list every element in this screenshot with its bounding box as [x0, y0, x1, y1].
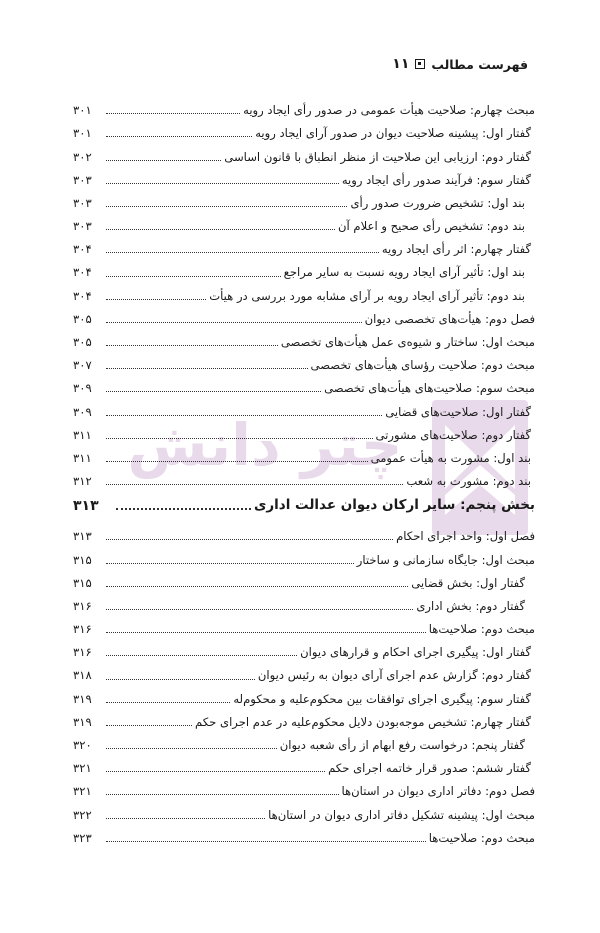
toc-entry-title: گفتار دوم: ارزیابی این صلاحیت از منظر انطباق با قانون اساسی — [224, 149, 531, 164]
toc-entry — [73, 282, 535, 305]
toc-entry-title: بند اول: تشخیص ضرورت صدور رأی — [350, 195, 525, 210]
toc-entry-page: ۳۰۳ — [73, 195, 92, 210]
toc-entry-title: بند دوم: مشورت به شعب — [406, 474, 531, 489]
toc-entry-title: مبحث دوم: صلاحیت‌ها — [428, 622, 535, 637]
dot-leader — [106, 702, 230, 703]
toc-entry — [73, 258, 535, 281]
toc-entry — [73, 305, 535, 328]
toc-entry — [73, 421, 535, 444]
toc-entry-title: گفتار ششم: صدور قرار خاتمه اجرای حکم — [328, 761, 531, 776]
toc-entry-page: ۳۱۱ — [73, 450, 92, 465]
toc-entry-title: بخش پنجم: سایر ارکان دیوان عدالت اداری — [254, 496, 535, 513]
dot-leader — [106, 539, 393, 540]
toc-entry — [73, 351, 535, 374]
toc-entry-page: ۳۱۹ — [73, 714, 92, 729]
toc-entry — [73, 522, 535, 545]
toc-entry-page: ۳۰۳ — [73, 219, 92, 234]
toc-entry-title: گفتار اول: پیگیری اجرای احکام و قرارهای دیوان — [300, 645, 531, 660]
toc-entry-page: ۳۲۱ — [73, 784, 92, 799]
toc-entry — [73, 397, 535, 420]
dot-leader — [106, 655, 297, 656]
toc-entry — [73, 212, 535, 235]
toc-entry — [73, 189, 535, 212]
toc-entry-page: ۳۱۶ — [73, 622, 92, 637]
toc-entry-title: گفتار اول: پیشینه صلاحیت دیوان در صدور آرای ایجاد رویه — [255, 126, 531, 141]
toc-entry-page: ۳۰۴ — [73, 242, 92, 257]
dot-leader — [106, 748, 277, 749]
dot-leader — [106, 794, 339, 795]
dot-leader — [116, 508, 251, 510]
toc-entry-title: گفتار اول: بخش قضایی — [411, 575, 525, 590]
toc-entry-title: گفتار دوم: صلاحیت‌های مشورتی — [375, 427, 531, 442]
toc-entry-title: مبحث چهارم: صلاحیت هیأت عمومی در صدور رأی ایجاد رویه — [243, 103, 535, 118]
dot-leader — [106, 229, 335, 230]
toc-entry-title: مبحث اول: جایگاه سازمانی و ساختار — [356, 552, 535, 567]
toc-entry — [73, 731, 535, 754]
toc-entry-title: گفتار اول: صلاحیت‌های قضایی — [385, 404, 531, 419]
toc-entry — [73, 328, 535, 351]
toc-entry — [73, 467, 535, 490]
toc-entry-title: فصل دوم: دفاتر اداری دیوان در استان‌ها — [341, 784, 535, 799]
dot-leader — [106, 679, 255, 680]
dot-leader — [106, 771, 325, 772]
dot-leader — [106, 415, 382, 416]
dot-leader — [106, 136, 252, 137]
dot-leader — [106, 276, 281, 277]
toc-entry-page: ۳۰۱ — [73, 126, 92, 141]
toc-entry-title: گفتار سوم: فرآیند صدور رأی ایجاد رویه — [341, 172, 531, 187]
toc-entry-page: ۳۲۰ — [73, 738, 92, 752]
toc-entry-title: گفتار چهارم: اثر رأی ایجاد رویه — [381, 242, 531, 257]
dot-leader — [106, 563, 354, 564]
dot-leader — [106, 206, 347, 207]
toc-entry-title: گفتار دوم: گزارش عدم اجرای آرای دیوان به رئیس دیوان — [257, 668, 531, 683]
toc-entry — [73, 374, 535, 397]
toc-entry-page: ۳۰۵ — [73, 311, 92, 326]
toc-entry-page: ۳۲۱ — [73, 761, 92, 776]
dot-leader — [106, 438, 373, 439]
toc-entry — [73, 800, 535, 823]
toc-entry — [73, 119, 535, 142]
dot-leader — [106, 461, 368, 462]
toc-entry-page: ۳۱۳ — [73, 497, 99, 514]
toc-entry-title: بند دوم: تشخیص رأی صحیح و اعلام آن — [338, 219, 525, 234]
dot-leader — [106, 818, 265, 819]
toc-entry-page: ۳۱۱ — [73, 427, 92, 442]
toc-entry — [73, 661, 535, 684]
toc-entry-title: گفتار پنجم: درخواست رفع ابهام از رأی شعبه دیوان — [279, 738, 525, 752]
dot-leader — [106, 632, 426, 633]
toc-entry-title: گفتار سوم: پیگیری اجرای توافقات بین محکوم‌علیه و محکوم‌له — [233, 691, 531, 706]
toc-entry-page: ۳۰۳ — [73, 172, 92, 187]
toc-entry — [73, 545, 535, 568]
toc-entry-title: مبحث اول: ساختار و شیوه‌ی عمل هیأت‌های تخصصی — [280, 335, 535, 349]
toc-entry-title: گفتار چهارم: تشخیص موجه‌بودن دلایل محکوم‌علیه در عدم اجرای حکم — [195, 714, 531, 729]
toc-entry-page: ۳۱۶ — [73, 645, 92, 660]
toc-entry-page: ۳۱۵ — [73, 575, 92, 590]
dot-leader — [106, 322, 362, 323]
page-header — [392, 56, 528, 72]
toc-entry-page: ۳۲۲ — [73, 807, 92, 822]
toc-entry-page: ۳۰۵ — [73, 335, 92, 349]
toc-entry — [73, 235, 535, 258]
toc-entry-title: فصل دوم: هیأت‌های تخصصی دیوان — [364, 311, 535, 326]
dot-leader — [106, 345, 278, 346]
toc-entry-title: مبحث سوم: صلاحیت‌های هیأت‌های تخصصی — [324, 381, 535, 396]
toc-entry-page: ۳۲۳ — [73, 830, 92, 845]
dot-leader — [106, 725, 192, 726]
toc-entry — [73, 824, 535, 847]
toc-entry-page: ۳۱۳ — [73, 529, 92, 544]
toc-entry-page: ۳۰۷ — [73, 358, 92, 373]
toc-entry-page: ۳۰۹ — [73, 381, 92, 396]
dot-leader — [106, 586, 408, 587]
toc-entry-page: ۳۰۹ — [73, 404, 92, 419]
toc-entry — [73, 142, 535, 165]
toc-entry-page: ۳۱۸ — [73, 668, 92, 683]
toc-entry — [73, 592, 535, 615]
toc-entry-page: ۳۱۲ — [73, 474, 92, 489]
toc-entry-title: مبحث دوم: صلاحیت رؤسای هیأت‌های تخصصی — [310, 358, 535, 373]
toc-entry-page: ۳۰۴ — [73, 265, 92, 280]
toc-entry — [73, 777, 535, 800]
toc-entry-page: ۳۱۹ — [73, 691, 92, 706]
toc-entry — [73, 685, 535, 708]
page-number: ۱۱ — [392, 56, 410, 72]
square-box-icon — [415, 59, 425, 69]
toc-entry-title: بند اول: تأثیر آرای ایجاد رویه نسبت به سایر مراجع — [283, 265, 525, 280]
toc-entry — [73, 444, 535, 467]
watermark-text: چتر دانش — [127, 411, 403, 479]
toc-entry — [73, 708, 535, 731]
dot-leader — [106, 113, 240, 114]
header-title: فهرست مطالب — [431, 56, 528, 72]
toc-section-heading — [73, 490, 535, 522]
toc-entry-title: بند اول: مشورت به هیأت عمومی — [370, 450, 531, 465]
table-of-contents — [73, 96, 535, 847]
toc-entry — [73, 638, 535, 661]
toc-entry-title: مبحث دوم: صلاحیت‌ها — [428, 830, 535, 845]
dot-leader — [106, 391, 321, 392]
toc-entry — [73, 166, 535, 189]
dot-leader — [106, 368, 308, 369]
toc-entry — [73, 754, 535, 777]
toc-entry — [73, 569, 535, 592]
toc-entry-page: ۳۱۶ — [73, 598, 92, 613]
toc-entry — [73, 96, 535, 119]
toc-entry-page: ۳۰۲ — [73, 149, 92, 164]
toc-entry-page: ۳۰۱ — [73, 103, 92, 118]
dot-leader — [106, 609, 413, 610]
dot-leader — [106, 299, 206, 300]
toc-entry — [73, 615, 535, 638]
toc-entry-page: ۳۰۴ — [73, 288, 92, 303]
toc-entry-title: مبحث اول: پیشینه تشکیل دفاتر اداری دیوان در استان‌ها — [268, 807, 535, 822]
toc-entry-title: گفتار دوم: بخش اداری — [416, 598, 525, 613]
toc-entry-title: بند دوم: تأثیر آرای ایجاد رویه بر آرای مشابه مورد بررسی در هیأت — [209, 288, 525, 303]
dot-leader — [106, 484, 403, 485]
dot-leader — [106, 841, 426, 842]
dot-leader — [106, 183, 339, 184]
dot-leader — [106, 252, 379, 253]
toc-entry-page: ۳۱۵ — [73, 552, 92, 567]
toc-entry-title: فصل اول: واحد اجرای احکام — [396, 529, 535, 544]
dot-leader — [106, 160, 221, 161]
